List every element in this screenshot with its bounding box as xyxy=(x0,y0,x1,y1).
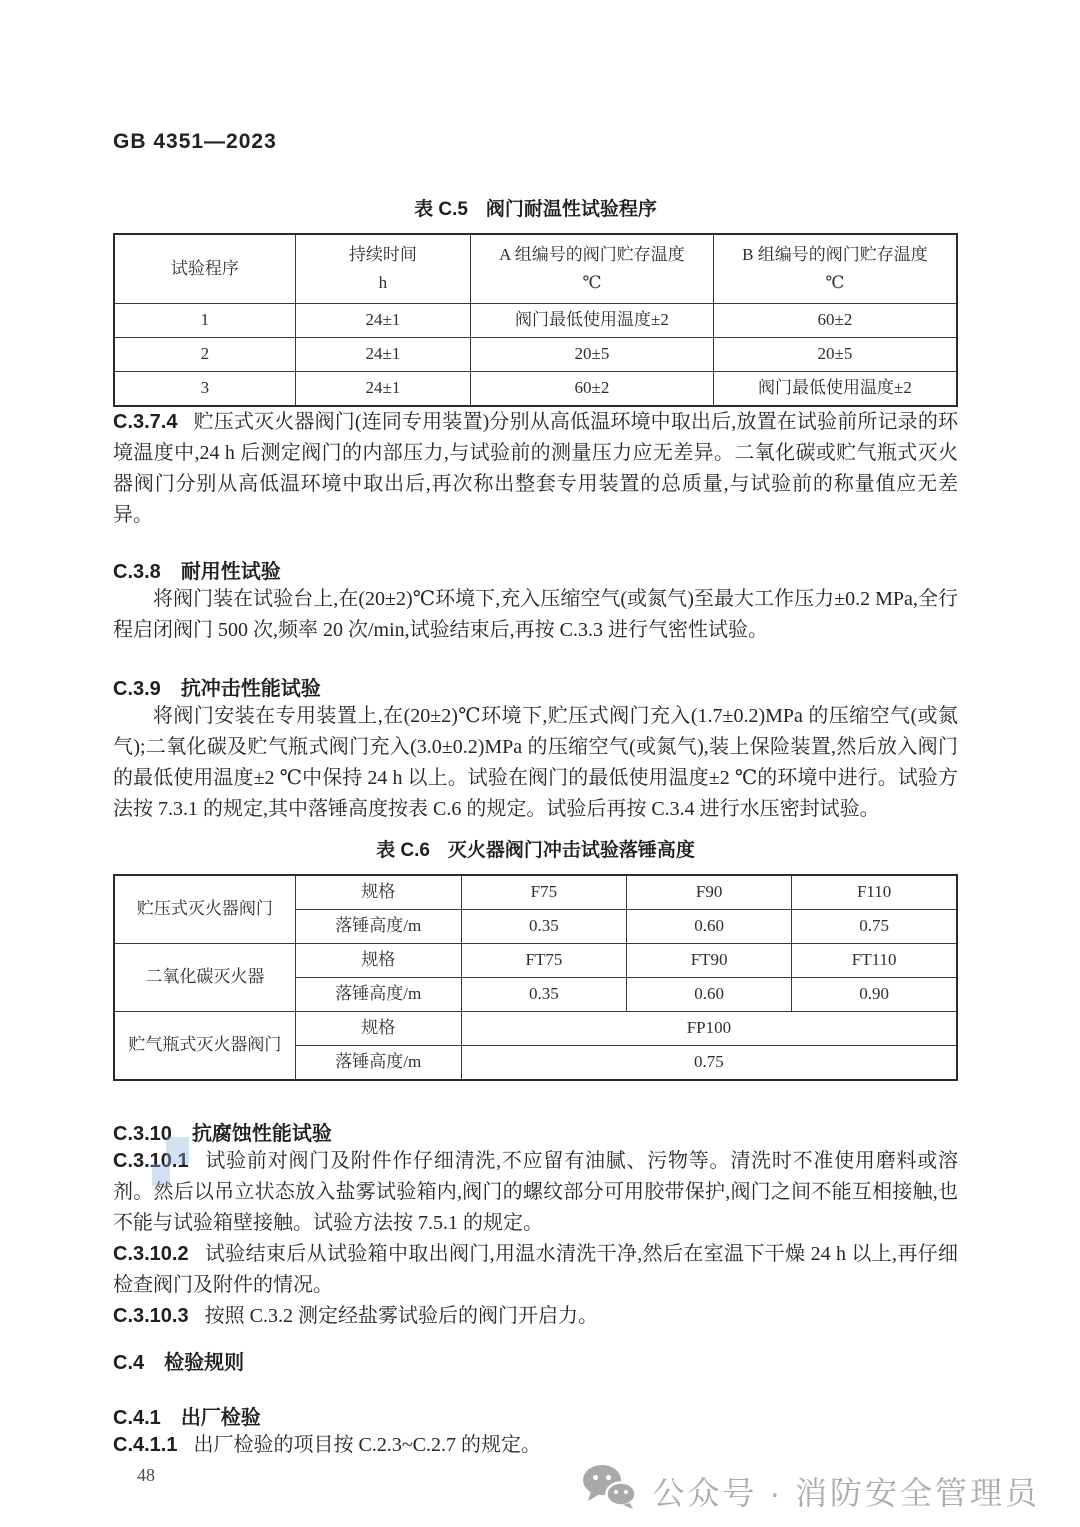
page-number: 48 xyxy=(137,1465,155,1485)
column-title: A 组编号的阀门贮存温度 xyxy=(499,245,685,265)
clause-c3103 xyxy=(113,1301,958,1332)
column-unit: ℃ xyxy=(825,272,845,292)
heading-c39 xyxy=(113,672,958,701)
wechat-icon xyxy=(581,1464,639,1518)
clause-number: C.3.7.4 xyxy=(113,411,178,433)
cell-group-b-temp: 20±5 xyxy=(713,338,957,372)
cell-group-a-temp: 20±5 xyxy=(471,338,714,372)
table-c6-caption-title: 灭火器阀门冲击试验落锤高度 xyxy=(447,840,695,861)
table-c5-caption xyxy=(113,194,958,221)
cell-row-label: 落锤高度/m xyxy=(295,978,461,1012)
table-c5-caption-label: 表 C.5 xyxy=(414,199,468,220)
doc-number: GB 4351—2023 xyxy=(113,130,277,153)
table-row xyxy=(114,338,957,372)
table-c5-header-cell xyxy=(471,234,714,304)
clause-c3102 xyxy=(113,1239,958,1301)
table-c6-caption xyxy=(113,835,958,862)
cell-spec: F90 xyxy=(627,875,792,910)
cell-spec: F75 xyxy=(461,875,626,910)
cell-duration: 24±1 xyxy=(295,338,470,372)
cell-height: 0.35 xyxy=(461,910,626,944)
clause-number: C.3.10.3 xyxy=(113,1305,189,1327)
heading-title: 抗腐蚀性能试验 xyxy=(191,1123,332,1145)
cell-group-a-temp: 阀门最低使用温度±2 xyxy=(471,304,714,338)
heading-title: 抗冲击性能试验 xyxy=(180,678,321,700)
clause-number: C.3.10 xyxy=(113,1123,172,1145)
cell-duration: 24±1 xyxy=(295,372,470,407)
cell-procedure: 1 xyxy=(114,304,295,338)
cell-category: 二氧化碳灭火器 xyxy=(114,944,295,1012)
cell-height: 0.60 xyxy=(627,978,792,1012)
heading-title: 出厂检验 xyxy=(180,1407,261,1429)
heading-title: 耐用性试验 xyxy=(180,561,281,583)
clause-number: C.3.9 xyxy=(113,678,161,700)
cell-group-b-temp: 60±2 xyxy=(713,304,957,338)
cell-row-label: 落锤高度/m xyxy=(295,1046,461,1081)
clause-text: 出厂检验的项目按 C.2.3~C.2.7 的规定。 xyxy=(193,1434,541,1456)
cell-height-merged: 0.75 xyxy=(461,1046,957,1081)
heading-title: 检验规则 xyxy=(164,1352,245,1374)
column-unit: ℃ xyxy=(582,272,602,292)
clause-c38-text: 将阀门装在试验台上,在(20±2)℃环境下,充入压缩空气(或氮气)至最大工作压力±0.2 MPa,全行程启闭阀门 500 次,频率 20 次/min,试验结束后,再按 C.3.3 进行气密性试验。 xyxy=(113,588,958,641)
clause-number: C.3.10.2 xyxy=(113,1243,189,1265)
cell-row-label: 落锤高度/m xyxy=(295,910,461,944)
cell-spec: FT75 xyxy=(461,944,626,978)
column-title: 持续时间 xyxy=(348,245,417,265)
table-c5-caption-title: 阀门耐温性试验程序 xyxy=(485,199,657,220)
clause-number: C.3.10.1 xyxy=(113,1150,189,1172)
column-unit: h xyxy=(378,272,388,292)
table-c5-header-row xyxy=(114,234,957,304)
page-content xyxy=(113,0,958,1486)
cell-duration: 24±1 xyxy=(295,304,470,338)
table-row xyxy=(114,875,957,910)
clause-number: C.4.1 xyxy=(113,1407,161,1429)
table-row xyxy=(114,944,957,978)
cell-group-a-temp: 60±2 xyxy=(471,372,714,407)
cell-category: 贮压式灭火器阀门 xyxy=(114,875,295,944)
cell-spec: F110 xyxy=(792,875,957,910)
cell-spec: FT110 xyxy=(792,944,957,978)
cell-height: 0.60 xyxy=(627,910,792,944)
clause-c39-text: 将阀门安装在专用装置上,在(20±2)℃环境下,贮压式阀门充入(1.7±0.2)MPa 的压缩空气(或氮气);二氧化碳及贮气瓶式阀门充入(3.0±0.2)MPa 的压缩空气(或氮气),装上保险装置,然后放入阀门的最低使用温度±2 ℃中保持 24 h 以上。试验在阀门的最低使用温度±2 ℃的环境中进行。试验方法按 7.3.1 的规定,其中落锤高度按表 C.6 的规定。试验后再按 C.3.4 进行水压密封试验。 xyxy=(113,705,958,820)
cell-row-label: 规格 xyxy=(295,1012,461,1046)
clause-text: 贮压式灭火器阀门(连同专用装置)分别从高低温环境中取出后,放置在试验前所记录的环境温度中,24 h 后测定阀门的内部压力,与试验前的测量压力应无差异。二氧化碳或贮气瓶式灭火器阀门分别从高低温环境中取出后,再次称出整套专用装置的总质量,与试验前的称量值应无差异。 xyxy=(113,411,958,526)
column-title: 试验程序 xyxy=(170,258,239,278)
heading-c310 xyxy=(113,1117,958,1146)
cell-height: 0.35 xyxy=(461,978,626,1012)
clause-number: C.4.1.1 xyxy=(113,1434,178,1456)
table-c5-header-cell xyxy=(114,234,295,304)
clause-text: 试验前对阀门及附件作仔细清洗,不应留有油腻、污物等。清洗时不准使用磨料或溶剂。然后以吊立状态放入盐雾试验箱内,阀门的螺纹部分可用胶带保护,阀门之间不能互相接触,也不能与试验箱壁接触。试验方法按 7.5.1 的规定。 xyxy=(113,1150,958,1234)
cell-spec: FT90 xyxy=(627,944,792,978)
watermark-text: 公众号 · 消防安全管理员 xyxy=(652,1475,1040,1511)
clause-text: 试验结束后从试验箱中取出阀门,用温水清洗干净,然后在室温下干燥 24 h 以上,再仔细检查阀门及附件的情况。 xyxy=(113,1243,958,1296)
cell-height: 0.75 xyxy=(792,910,957,944)
table-row xyxy=(114,1012,957,1046)
cell-row-label: 规格 xyxy=(295,944,461,978)
cell-spec-merged: FP100 xyxy=(461,1012,957,1046)
clause-number: C.3.8 xyxy=(113,561,161,583)
clause-text: 按照 C.3.2 测定经盐雾试验后的阀门开启力。 xyxy=(204,1305,598,1327)
table-c5-header-cell xyxy=(713,234,957,304)
cell-height: 0.90 xyxy=(792,978,957,1012)
cell-category: 贮气瓶式灭火器阀门 xyxy=(114,1012,295,1081)
cell-group-b-temp: 阀门最低使用温度±2 xyxy=(713,372,957,407)
clause-c411 xyxy=(113,1430,958,1461)
cell-row-label: 规格 xyxy=(295,875,461,910)
heading-c41 xyxy=(113,1401,958,1430)
heading-c4 xyxy=(113,1346,958,1375)
table-c5 xyxy=(113,233,958,407)
cell-procedure: 3 xyxy=(114,372,295,407)
table-c6 xyxy=(113,874,958,1081)
cell-procedure: 2 xyxy=(114,338,295,372)
table-c5-header-cell xyxy=(295,234,470,304)
table-row xyxy=(114,372,957,407)
clause-c374 xyxy=(113,407,958,531)
table-c6-caption-label: 表 C.6 xyxy=(376,840,430,861)
heading-c38 xyxy=(113,555,958,584)
clause-c3101 xyxy=(113,1146,958,1239)
column-title: B 组编号的阀门贮存温度 xyxy=(742,245,928,265)
clause-number: C.4 xyxy=(113,1352,145,1374)
watermark xyxy=(581,1464,1040,1518)
table-row xyxy=(114,304,957,338)
